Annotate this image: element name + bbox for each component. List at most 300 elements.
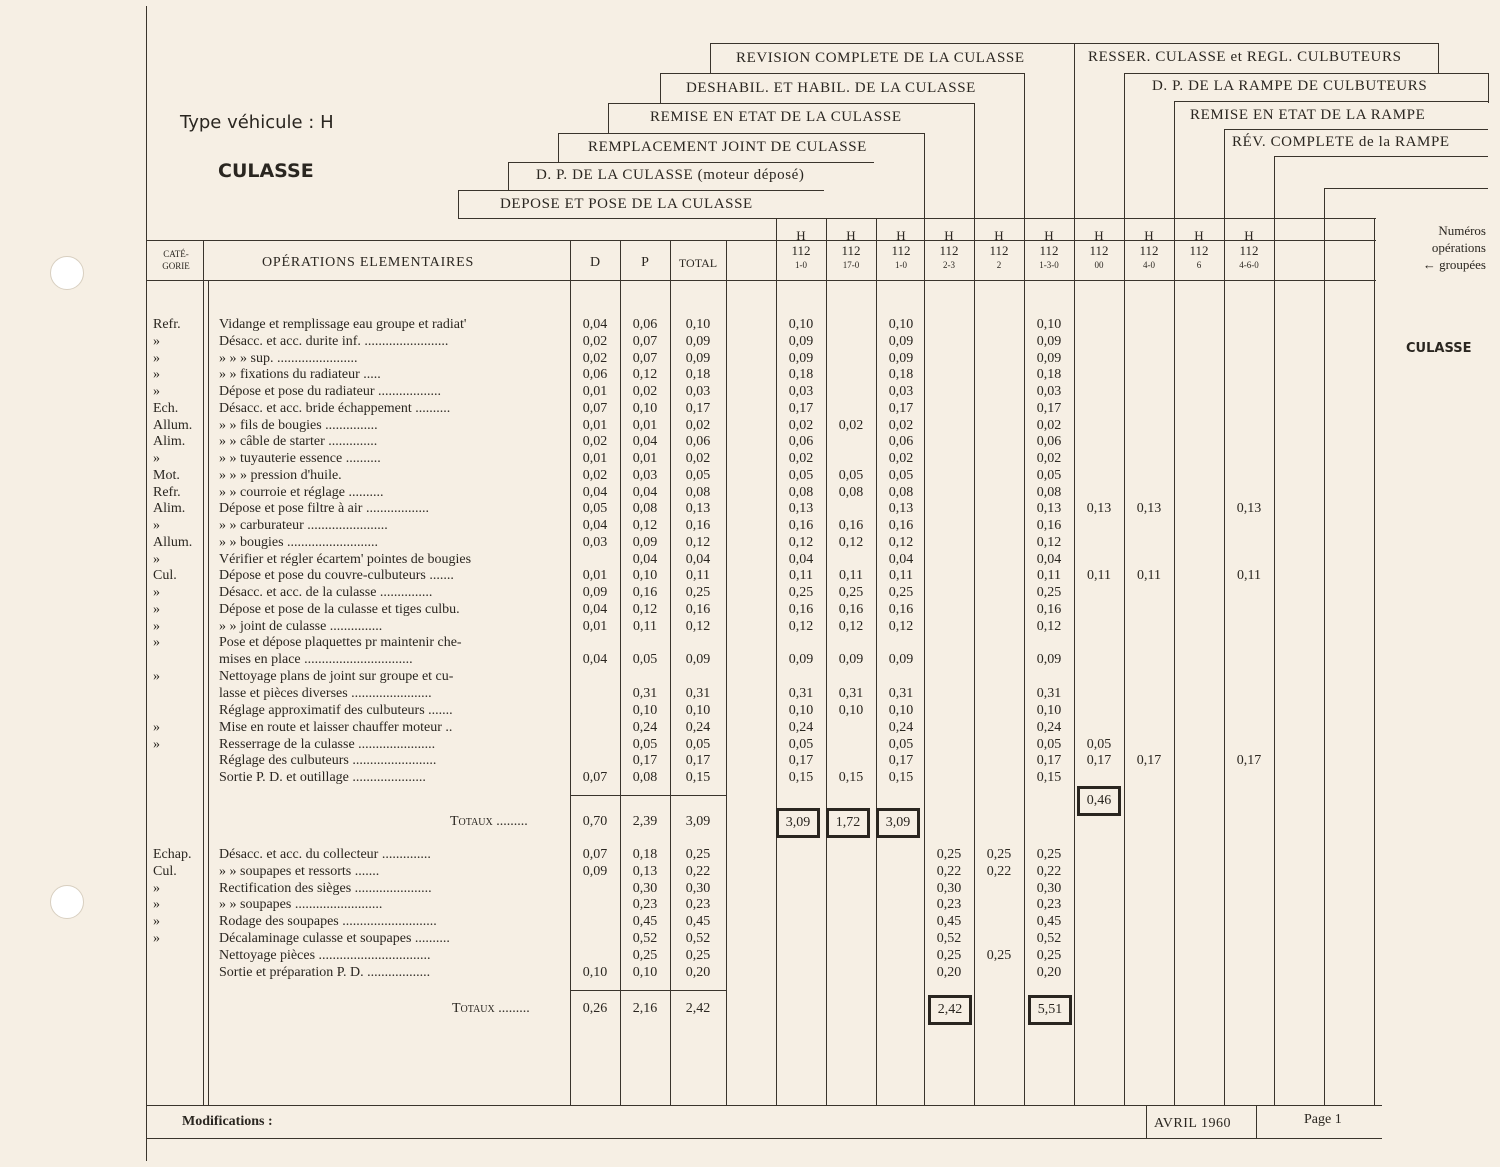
row-operation: » » carburateur ....................... [219,518,388,533]
cell-p: 0,30 [632,880,658,896]
row-category: » [153,333,160,349]
cell-op-value: 0,24 [1036,719,1062,735]
cell-op-value: 0,17 [1086,753,1112,769]
table-row [0,484,1380,501]
cell-d: 0,01 [582,384,608,399]
cell-p: 0,02 [632,384,658,399]
cell-d: 0,04 [582,652,608,667]
row-operation: Désacc. et acc. du collecteur .............. [219,847,431,862]
row-category: » [153,451,160,466]
row-operation: » » courroie et réglage .......... [219,484,384,500]
cell-op-value: 0,10 [788,317,814,332]
cell-op-value: 0,12 [838,534,864,550]
row-category: Alim. [153,501,186,517]
cell-op-value: 0,02 [888,417,914,433]
row-category: Allum. [153,534,193,550]
row-category: Echap. [153,847,192,862]
cell-t: 0,17 [685,400,711,416]
row-category: Cul. [153,568,177,584]
totaux1-total: 3,09 [685,814,711,829]
cell-p: 0,04 [632,434,658,450]
cell-op-value: 0,11 [1087,568,1111,584]
cell-op-value: 0,17 [888,753,914,769]
totaux2-d: 0,26 [582,1001,608,1016]
cell-op-value: 0,09 [888,350,914,366]
cell-op-value: 0,25 [986,947,1012,963]
op-column-header: H 112 00 [1089,228,1109,270]
row-operation: Dépose et pose du radiateur .................. [219,384,441,399]
cell-op-value: 0,11 [839,568,863,584]
cell-op-value: 0,08 [838,484,864,500]
modifications-label: Modifications : [182,1114,273,1129]
row-operation: Dépose et pose du couvre-culbuteurs ....... [219,568,454,584]
banner-revision-complete-culasse: REVISION COMPLETE DE LA CULASSE [736,50,1025,66]
cell-p: 0,18 [632,847,658,862]
cell-t: 0,03 [685,384,711,399]
table-row [0,719,1380,736]
cell-op-value: 0,05 [1036,736,1062,752]
table-row [0,567,1380,584]
operations-header: OPÉRATIONS ELEMENTAIRES [262,255,475,270]
table-row [0,618,1380,635]
cell-p: 0,05 [632,736,658,752]
d-header: D [589,255,601,270]
table-row [0,752,1380,769]
cell-op-value: 0,03 [1036,384,1062,399]
cell-op-value: 0,20 [1036,964,1062,980]
cell-t: 0,25 [685,847,711,862]
cell-op-value: 0,25 [788,585,814,600]
totaux1-box-dp-moteur: 1,72 [826,808,870,838]
cell-t: 0,12 [685,618,711,634]
table-row [0,634,1380,667]
row-operation: » » soupapes et ressorts ....... [219,863,380,879]
cell-op-value: 0,52 [1036,931,1062,946]
table-row [0,366,1380,383]
table-row [0,736,1380,753]
cell-d: 0,01 [582,417,608,433]
cell-op-value: 0,13 [788,501,814,517]
cell-op-value: 0,05 [788,467,814,483]
cell-d: 0,04 [582,317,608,332]
row-category: » [153,914,160,930]
totaux2-box-revision-complete: 5,51 [1028,995,1072,1025]
cell-op-value: 0,09 [888,652,914,667]
cell-op-value: 0,09 [888,333,914,349]
cell-p: 0,08 [632,770,658,786]
cell-d: 0,06 [582,367,608,383]
cell-p: 0,52 [632,931,658,946]
cell-d: 0,01 [582,451,608,466]
cell-op-value: 0,04 [788,551,814,567]
cell-t: 0,04 [685,551,711,567]
cell-op-value: 0,13 [1086,501,1112,517]
table-row [0,769,1380,786]
row-category: » [153,719,160,735]
cell-p: 0,04 [632,484,658,500]
cell-op-value: 0,20 [936,964,962,980]
cell-op-value: 0,11 [889,568,913,584]
table-row [0,964,1380,981]
table-row [0,350,1380,367]
cell-op-value: 0,24 [788,719,814,735]
totaux1-p: 2,39 [632,814,658,829]
cell-op-value: 0,23 [1036,897,1062,913]
banner-remplacement-joint: REMPLACEMENT JOINT DE CULASSE [588,139,867,155]
row-category: » [153,518,160,533]
cell-op-value: 0,17 [788,400,814,416]
row-operation-cont: mises en place ............................... [219,652,413,667]
banner-dp-rampe: D. P. DE LA RAMPE DE CULBUTEURS [1152,78,1428,94]
row-category: Ech. [153,400,179,416]
cell-p: 0,05 [632,652,658,667]
table-row [0,668,1380,701]
table-row [0,702,1380,719]
row-category: Alim. [153,434,186,450]
row-operation: Réglage des culbuteurs ........................ [219,753,437,769]
cell-p: 0,10 [632,703,658,718]
table-row [0,417,1380,434]
cell-op-value: 0,02 [788,417,814,433]
cell-op-value: 0,16 [1036,518,1062,533]
row-category: » [153,635,160,650]
row-operation: Désacc. et acc. bride échappement .......... [219,400,451,416]
row-category: » [153,384,160,399]
cell-p: 0,10 [632,400,658,416]
table-row [0,534,1380,551]
table-row [0,500,1380,517]
cell-d: 0,01 [582,568,608,584]
cell-op-value: 0,05 [888,736,914,752]
cell-op-value: 0,13 [1136,501,1162,517]
cell-op-value: 0,13 [888,501,914,517]
cell-op-value: 0,16 [788,518,814,533]
cell-p: 0,12 [632,518,658,533]
totaux2-p: 2,16 [632,1001,658,1016]
cell-op-value: 0,17 [888,400,914,416]
cell-op-value: 0,06 [1036,434,1062,450]
totaux1-d: 0,70 [582,814,608,829]
cell-t: 0,15 [685,770,711,786]
cell-t: 0,24 [685,719,711,735]
cell-p: 0,12 [632,601,658,617]
banner-dp-culasse-moteur-depose: D. P. DE LA CULASSE (moteur déposé) [536,167,805,183]
cell-t: 0,05 [685,467,711,483]
footer-date: AVRIL 1960 [1154,1116,1231,1131]
grouped-ops-note: Numéros opérations ← groupées [1422,223,1486,272]
categorie-header: CATÉ- GORIE [162,249,190,271]
cell-p: 0,07 [632,350,658,366]
vehicle-type: Type véhicule : H [180,112,334,133]
cell-t: 0,52 [685,931,711,946]
row-operation: » » fils de bougies ............... [219,417,378,433]
cell-op-value: 0,17 [1036,400,1062,416]
cell-op-value: 0,05 [838,467,864,483]
cell-op-value: 0,16 [838,601,864,617]
banner-remise-en-etat-rampe: REMISE EN ETAT DE LA RAMPE [1190,107,1426,123]
totaux1-box-resser: 0,46 [1077,786,1121,816]
row-category: » [153,585,160,600]
cell-op-value: 0,24 [888,719,914,735]
cell-op-value: 0,22 [936,863,962,879]
row-category: » [153,350,160,366]
table-row [0,863,1380,880]
row-operation: » » câble de starter .............. [219,434,378,450]
table-row [0,880,1380,897]
cell-p: 0,16 [632,585,658,600]
cell-d: 0,03 [582,534,608,550]
row-category: » [153,551,160,567]
cell-op-value: 0,30 [936,880,962,896]
op-column-header: H 112 2 [989,228,1009,270]
cell-p: 0,24 [632,719,658,735]
table-row [0,947,1380,964]
cell-op-value: 0,45 [936,914,962,930]
row-operation: Mise en route et laisser chauffer moteur .. [219,719,453,735]
row-operation: Vidange et remplissage eau groupe et radiat' [219,317,467,332]
cell-t: 0,16 [685,601,711,617]
cell-p: 0,11 [633,618,657,634]
cell-op-value: 0,02 [888,451,914,466]
row-category: » [153,931,160,946]
cell-op-value: 0,25 [936,947,962,963]
cell-op-value: 0,12 [1036,534,1062,550]
row-operation: » » » sup. ....................... [219,350,358,366]
cell-t: 0,16 [685,518,711,533]
cell-op-value: 0,18 [788,367,814,383]
cell-op-value: 0,13 [1236,501,1262,517]
cell-op-value: 0,03 [788,384,814,399]
cell-op-value: 0,05 [888,467,914,483]
cell-op-value: 0,08 [788,484,814,500]
cell-op-value: 0,09 [1036,350,1062,366]
table-row [0,450,1380,467]
cell-op-value: 0,11 [1237,568,1261,584]
cell-op-value: 0,22 [1036,863,1062,879]
cell-p: 0,03 [632,467,658,483]
cell-op-value: 0,31 [888,686,914,701]
punch-hole-top [50,256,84,290]
row-operation: Désacc. et acc. de la culasse ............... [219,585,433,600]
cell-d: 0,07 [582,770,608,786]
cell-t: 0,05 [685,736,711,752]
cell-t: 0,09 [685,350,711,366]
row-category: Refr. [153,484,181,500]
cell-p: 0,17 [632,753,658,769]
cell-p: 0,13 [632,863,658,879]
cell-t: 0,10 [685,317,711,332]
row-category: » [153,897,160,913]
cell-op-value: 0,17 [1036,753,1062,769]
cell-d: 0,01 [582,618,608,634]
cell-op-value: 0,31 [788,686,814,701]
cell-op-value: 0,25 [838,585,864,600]
cell-d: 0,02 [582,350,608,366]
cell-op-value: 0,05 [1036,467,1062,483]
cell-d: 0,07 [582,847,608,862]
table-row [0,316,1380,333]
cell-op-value: 0,30 [1036,880,1062,896]
cell-t: 0,08 [685,484,711,500]
row-operation: » » joint de culasse ............... [219,618,383,634]
cell-t: 0,20 [685,964,711,980]
cell-op-value: 0,12 [788,534,814,550]
totaux2-box-remise-en-etat: 2,42 [928,995,972,1025]
totaux2-label: Totaux ......... [452,1001,530,1016]
row-category: » [153,367,160,383]
op-column-header: H 112 1-0 [891,228,911,270]
row-operation: Désacc. et acc. durite inf. ........................ [219,333,449,349]
cell-t: 0,02 [685,451,711,466]
cell-op-value: 0,18 [1036,367,1062,383]
row-operation: Rodage des soupapes ........................... [219,914,437,930]
row-category: Cul. [153,863,177,879]
cell-op-value: 0,17 [1236,753,1262,769]
cell-d: 0,02 [582,434,608,450]
cell-d: 0,02 [582,333,608,349]
row-operation: Sortie P. D. et outillage ..................... [219,770,426,786]
p-header: P [641,255,649,270]
cell-op-value: 0,15 [888,770,914,786]
row-operation: Rectification des sièges ...................... [219,880,432,896]
cell-op-value: 0,09 [838,652,864,667]
cell-t: 0,09 [685,333,711,349]
footer-page: Page 1 [1304,1112,1342,1127]
total-header: TOTAL [678,256,718,270]
cell-d: 0,10 [582,964,608,980]
cell-op-value: 0,25 [888,585,914,600]
table-row [0,584,1380,601]
cell-op-value: 0,02 [1036,451,1062,466]
cell-op-value: 0,18 [888,367,914,383]
cell-op-value: 0,25 [986,847,1012,862]
cell-op-value: 0,31 [838,686,864,701]
cell-p: 0,04 [632,551,658,567]
cell-t: 0,25 [685,585,711,600]
cell-op-value: 0,12 [888,534,914,550]
cell-t: 0,10 [685,703,711,718]
cell-p: 0,08 [632,501,658,517]
op-column-header: H 112 4-0 [1139,228,1159,270]
row-category: » [153,601,160,617]
banner-deshabil-habil: DESHABIL. ET HABIL. DE LA CULASSE [686,80,976,96]
row-operation: » » soupapes ......................... [219,897,383,913]
cell-op-value: 0,31 [1036,686,1062,701]
row-operation: » » tuyauterie essence .......... [219,451,381,466]
cell-p: 0,01 [632,451,658,466]
cell-op-value: 0,17 [1136,753,1162,769]
cell-t: 0,09 [685,652,711,667]
cell-op-value: 0,10 [888,703,914,718]
cell-t: 0,22 [685,863,711,879]
row-operation: Pose et dépose plaquettes pr maintenir che- [219,635,462,650]
cell-d: 0,04 [582,518,608,533]
table-row [0,896,1380,913]
table-row [0,913,1380,930]
cell-op-value: 0,25 [1036,847,1062,862]
cell-op-value: 0,09 [1036,333,1062,349]
cell-p: 0,31 [632,686,658,701]
row-operation: Nettoyage pièces ................................ [219,947,431,963]
cell-d: 0,04 [582,601,608,617]
section-title: CULASSE [218,160,314,182]
table-row [0,517,1380,534]
cell-t: 0,30 [685,880,711,896]
cell-op-value: 0,22 [986,863,1012,879]
cell-t: 0,17 [685,753,711,769]
cell-t: 0,25 [685,947,711,963]
cell-p: 0,25 [632,947,658,963]
table-row [0,846,1380,863]
row-operation: Resserrage de la culasse ...................... [219,736,436,752]
cell-op-value: 0,02 [788,451,814,466]
cell-t: 0,13 [685,501,711,517]
table-row [0,333,1380,350]
cell-op-value: 0,25 [936,847,962,862]
cell-op-value: 0,16 [888,601,914,617]
cell-op-value: 0,52 [936,931,962,946]
row-operation: Dépose et pose de la culasse et tiges culbu. [219,601,460,617]
row-operation: Réglage approximatif des culbuteurs ....... [219,703,453,718]
cell-op-value: 0,10 [1036,317,1062,332]
row-operation: Vérifier et régler écartem' pointes de bougies [219,551,472,567]
table-row [0,433,1380,450]
cell-op-value: 0,02 [1036,417,1062,433]
cell-t: 0,11 [686,568,710,584]
totaux1-label: Totaux ......... [450,814,528,829]
row-operation: Nettoyage plans de joint sur groupe et cu- [219,669,454,684]
op-column-header: H 112 6 [1189,228,1209,270]
table-row [0,400,1380,417]
cell-op-value: 0,09 [788,652,814,667]
row-category: Allum. [153,417,193,433]
cell-p: 0,09 [632,534,658,550]
cell-op-value: 0,09 [788,333,814,349]
row-category: Mot. [153,467,180,483]
cell-d: 0,02 [582,467,608,483]
cell-op-value: 0,06 [788,434,814,450]
cell-p: 0,07 [632,333,658,349]
cell-p: 0,12 [632,367,658,383]
cell-op-value: 0,05 [788,736,814,752]
row-operation: Décalaminage culasse et soupapes .......... [219,931,450,946]
cell-op-value: 0,08 [888,484,914,500]
cell-op-value: 0,15 [788,770,814,786]
table-row [0,383,1380,400]
cell-op-value: 0,06 [888,434,914,450]
banner-rev-complete-rampe: RÉV. COMPLETE de la RAMPE [1232,134,1450,150]
cell-op-value: 0,12 [1036,618,1062,634]
row-operation: » » fixations du radiateur ..... [219,367,381,383]
cell-op-value: 0,15 [838,770,864,786]
cell-t: 0,02 [685,417,711,433]
totaux1-box-remplacement-joint: 3,09 [876,808,920,838]
cell-d: 0,07 [582,400,608,416]
cell-op-value: 0,03 [888,384,914,399]
cell-op-value: 0,04 [888,551,914,567]
table-row [0,551,1380,568]
cell-op-value: 0,09 [1036,652,1062,667]
cell-op-value: 0,02 [838,417,864,433]
cell-op-value: 0,25 [1036,585,1062,600]
row-operation: » » bougies .......................... [219,534,379,550]
row-operation: Sortie et préparation P. D. .................. [219,964,431,980]
cell-op-value: 0,04 [1036,551,1062,567]
row-operation: Dépose et pose filtre à air .................. [219,501,429,517]
banner-depose-pose-culasse: DEPOSE ET POSE DE LA CULASSE [500,196,753,212]
table-row [0,467,1380,484]
cell-op-value: 0,16 [888,518,914,533]
